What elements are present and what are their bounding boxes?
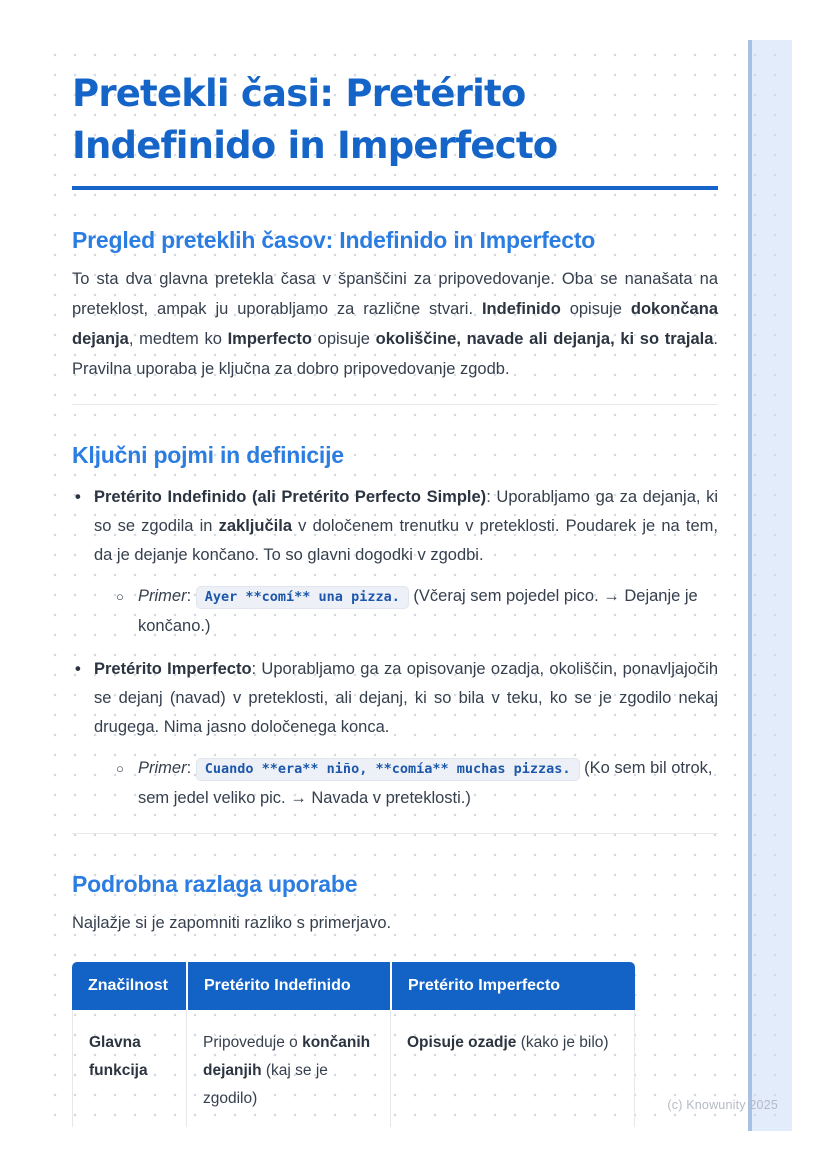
- table-header-feature: Značilnost: [72, 962, 186, 1010]
- bullet-disc-icon: •: [75, 660, 81, 678]
- text-segment: , medtem ko: [128, 330, 228, 348]
- table-cell-indefinido: [186, 1010, 390, 1127]
- bullet-disc-icon: •: [75, 488, 81, 506]
- example-label: Primer: [138, 587, 187, 605]
- example-item: [116, 754, 718, 813]
- section-divider: [72, 404, 718, 405]
- text-segment: : Uporabljamo ga za dejanja, ki so se zgodila in: [94, 488, 719, 535]
- section-heading-usage: Podrobna razlaga uporabe: [72, 871, 358, 897]
- table-header-indefinido: Pretérito Indefinido: [186, 962, 390, 1010]
- table-row: [72, 1010, 635, 1127]
- usage-intro: Najlažje si je zapomniti razliko s primerjavo.: [72, 914, 392, 932]
- example-note: (Včeraj sem pojedel pico. → Dejanje je končano.): [138, 587, 698, 635]
- bold-term-imperfecto: Imperfecto: [227, 330, 312, 348]
- bold-term: Opisuje ozadje: [407, 1034, 517, 1051]
- title-rule: [72, 186, 718, 190]
- document-page: [40, 40, 792, 1131]
- section-divider: [72, 833, 718, 834]
- text-segment: Pripoveduje o: [203, 1034, 303, 1051]
- terms-bullet-list: [72, 483, 718, 813]
- example-label: Primer: [138, 759, 187, 777]
- section-heading-terms: Ključni pojmi in definicije: [72, 442, 344, 468]
- bullet-circle-icon: ○: [116, 761, 124, 776]
- text-segment: To sta dva glavna pretekla časa v španščini za pripovedovanje. Oba se nanašata na preteklost, ampak ju uporabljamo za različne stvari.: [72, 270, 718, 318]
- table-header-row: [72, 962, 635, 1010]
- term-name: Pretérito Imperfecto: [94, 660, 252, 678]
- text-segment: :: [186, 759, 196, 777]
- table-header-imperfecto: Pretérito Imperfecto: [390, 962, 635, 1010]
- bold-term: okoliščine, navade ali dejanja, ki so trajala: [375, 330, 714, 348]
- bold-term: končanih dejanjih: [203, 1034, 371, 1079]
- text-segment: opisuje: [311, 330, 376, 348]
- overview-paragraph: [72, 264, 718, 384]
- list-item-indefinido: [72, 483, 718, 641]
- example-sub-list: [94, 754, 718, 813]
- term-name: Pretérito Indefinido (ali Pretérito Perfecto Simple): [94, 488, 487, 506]
- feature-name: Glavna funkcija: [89, 1034, 148, 1079]
- text-segment: . Pravilna uporaba je ključna za dobro pripovedovanje zgodb.: [72, 330, 718, 378]
- text-segment: :: [186, 587, 196, 605]
- list-item-imperfecto: [72, 655, 718, 813]
- page-content: [72, 68, 718, 1127]
- bullet-circle-icon: ○: [116, 589, 124, 604]
- text-segment: (kako je bilo): [516, 1034, 609, 1051]
- notebook-margin-band: [748, 40, 792, 1131]
- code-snippet: Ayer **comí** una pizza.: [196, 586, 409, 609]
- bold-term-indefinido: Indefinido: [481, 300, 561, 318]
- table-cell-imperfecto: [390, 1010, 635, 1127]
- comparison-table: [72, 962, 635, 1127]
- example-note: (Ko sem bil otrok, sem jedel veliko pic. → Navada v preteklosti.): [138, 759, 713, 807]
- text-segment: : Uporabljamo ga za opisovanje ozadja, okoliščin, ponavljajočih se dejanj (navad) v preteklosti, ali dejanj, ki so bila v teku, ko se je zgodilo nekaj drugega. Nima jasno določenega konca.: [94, 660, 718, 736]
- bold-term: zaključila: [218, 517, 292, 535]
- page-title: Pretekli časi: Pretérito Indefinido in Imperfecto: [72, 72, 558, 167]
- code-snippet: Cuando **era** niño, **comía** muchas pizzas.: [196, 758, 580, 781]
- text-segment: opisuje: [560, 300, 631, 318]
- watermark: (c) Knowunity 2025: [667, 1098, 778, 1112]
- text-segment: (kaj se je zgodilo): [203, 1062, 328, 1107]
- example-sub-list: [94, 582, 718, 641]
- table-cell-feature: [72, 1010, 186, 1127]
- example-item: [116, 582, 718, 641]
- bold-term: dokončana dejanja: [72, 300, 718, 348]
- section-heading-overview: Pregled preteklih časov: Indefinido in Imperfecto: [72, 227, 596, 253]
- text-segment: v določenem trenutku v preteklosti. Poudarek je na tem, da je dejanje končano. To so glavni dogodki v zgodbi.: [94, 517, 718, 564]
